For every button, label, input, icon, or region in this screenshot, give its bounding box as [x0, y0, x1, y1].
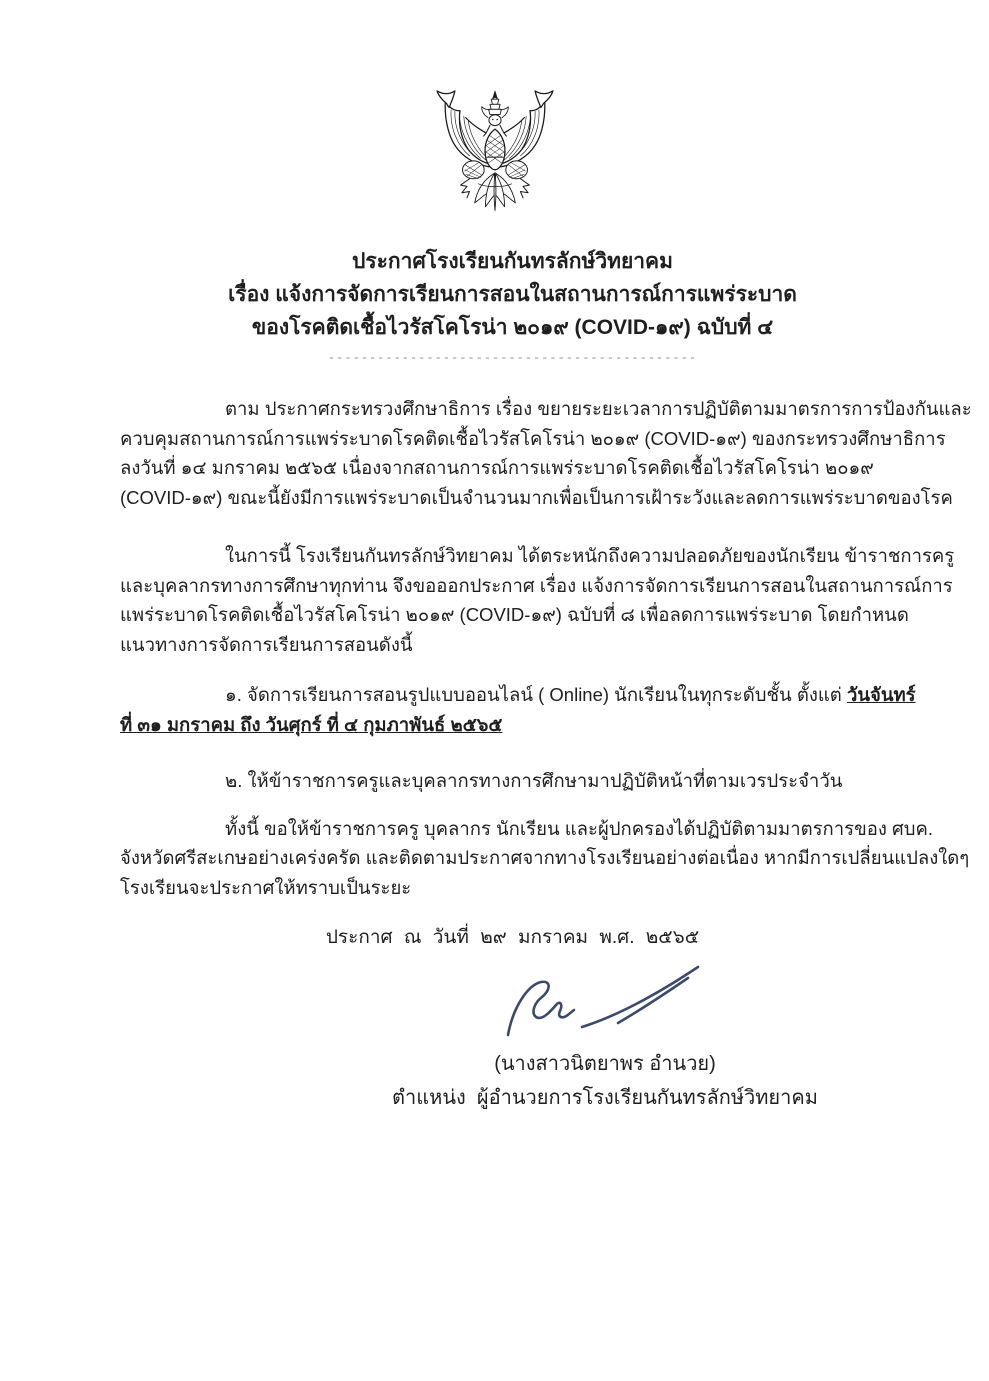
list-item-2	[120, 766, 905, 796]
body-line: ควบคุมสถานการณ์การแพร่ระบาดโรคติดเชื้อไวรัสโคโรน่า ๒๐๑๙ (COVID-๑๙) ของกระทรวงศึกษาธิการ	[120, 427, 946, 449]
dashed-divider: ---------------------------------------------	[327, 351, 698, 365]
signature	[490, 959, 720, 1047]
signer-name: (นางสาวนิตยาพร อำนวย)	[494, 1053, 716, 1075]
item-1-date-range: ที่ ๓๑ มกราคม ถึง วันศุกร์ ที่ ๔ กุมภาพันธ์ ๒๕๖๕	[120, 713, 503, 735]
body-line: ลงวันที่ ๑๔ มกราคม ๒๕๖๕ เนื่องจากสถานการณ์การแพร่ระบาดโรคติดเชื้อไวรัสโคโรน่า ๒๐๑๙	[120, 457, 874, 478]
title-line-3: ของโรคติดเชื้อไวรัสโคโรน่า ๒๐๑๙ (COVID-๑๙) ฉบับที่ ๔	[251, 316, 774, 339]
body-line: ตาม ประกาศกระทรวงศึกษาธิการ เรื่อง ขยายระยะเวลาการปฏิบัติตามมาตรการการป้องกันและ	[225, 398, 972, 419]
paragraph-3	[120, 814, 970, 903]
garuda-emblem	[0, 0, 989, 235]
body-line: ในการนี้ โรงเรียนกันทรลักษ์วิทยาคม ได้ตระหนักถึงความปลอดภัยของนักเรียน ข้าราชการครู	[225, 545, 955, 566]
body-line: จังหวัดศรีสะเกษอย่างเคร่งครัด และติดตามประกาศจากทางโรงเรียนอย่างต่อเนื่อง หากมีการเปลี่ยนแปลงใดๆ	[120, 847, 970, 868]
list-item-1	[120, 680, 916, 739]
body-line: และบุคลากรทางการศึกษาทุกท่าน จึงขอออกประกาศ เรื่อง แจ้งการจัดการเรียนการสอนในสถานการณ์การ	[120, 574, 953, 596]
signer-title: ตำแหน่ง ผู้อำนวยการโรงเรียนกันทรลักษ์วิทยาคม	[392, 1087, 818, 1109]
item-1-date-start: วันจันทร์	[846, 684, 916, 705]
signature-block	[390, 959, 820, 1115]
item-2-text: ๒. ให้ข้าราชการครูและบุคลากรทางการศึกษามาปฏิบัติหน้าที่ตามเวรประจำวัน	[225, 770, 843, 791]
document-title	[120, 245, 905, 344]
announcement-date-line: ประกาศ ณ วันที่ ๒๙ มกราคม พ.ศ. ๒๕๖๕	[325, 927, 700, 948]
body-line	[120, 680, 916, 710]
title-line-2: เรื่อง แจ้งการจัดการเรียนการสอนในสถานการณ์การแพร่ระบาด	[228, 283, 797, 306]
body-line: โรงเรียนจะประกาศให้ทราบเป็นระยะ	[120, 876, 412, 898]
body-line: แพร่ระบาดโรคติดเชื้อไวรัสโคโรน่า ๒๐๑๙ (COVID-๑๙) ฉบับที่ ๘ เพื่อลดการแพร่ระบาด โดยกำหนด	[120, 604, 909, 625]
body-line	[120, 710, 905, 740]
body-line: แนวทางการจัดการเรียนการสอนดังนี้	[120, 633, 413, 655]
title-line-1: ประกาศโรงเรียนกันทรลักษ์วิทยาคม	[352, 250, 673, 273]
body-line: (COVID-๑๙) ขณะนี้ยังมีการแพร่ระบาดเป็นจำนวนมากเพื่อเป็นการเฝ้าระวังและลดการแพร่ระบาดของโรค	[120, 486, 953, 508]
body-line: ทั้งนี้ ขอให้ข้าราชการครู บุคลากร นักเรียน และผู้ปกครองได้ปฏิบัติตามมาตรการของ ศบค.	[225, 817, 934, 839]
paragraph-2	[120, 541, 955, 659]
document-body	[0, 245, 989, 1115]
paragraph-1	[120, 394, 972, 512]
item-1-text: ๑. จัดการเรียนการสอนรูปแบบออนไลน์ ( Online) นักเรียนในทุกระดับชั้น ตั้งแต่	[225, 684, 847, 705]
